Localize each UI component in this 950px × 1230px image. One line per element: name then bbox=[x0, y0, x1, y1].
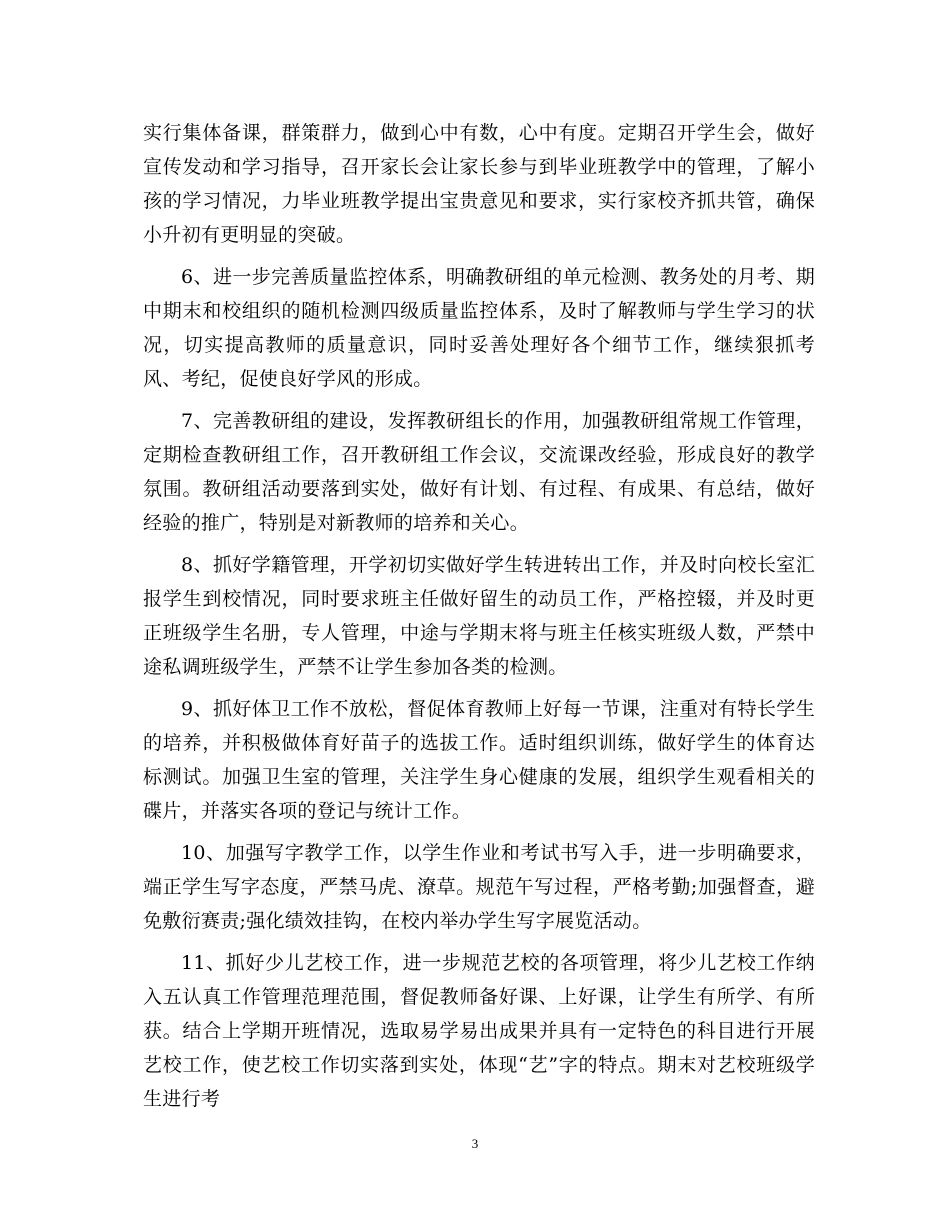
paragraph-4: 8、抓好学籍管理，开学初切实做好学生转进转出工作，并及时向校长室汇报学生到校情况，同时要求班主任做好留生的动员工作，严格控辍，并及时更正班级学生名册，专人管理，中途与学期末将与班主任核实班级人数，严禁中途私调班级学生，严禁不让学生参加各类的检测。 bbox=[143, 554, 815, 678]
paragraph-7: 11、抓好少儿艺校工作，进一步规范艺校的各项管理，将少儿艺校工作纳入五认真工作管理范理范围，督促教师备好课、上好课，让学生有所学、有所获。结合上学期开班情况，选取易学易出成果并具有一定特色的科目进行开展艺校工作，使艺校工作切实落到实处，体现“艺”字的特点。期末对艺校班级学生进行考 bbox=[143, 952, 815, 1110]
document-body bbox=[143, 116, 815, 1124]
paragraph-1: 实行集体备课，群策群力，做到心中有数，心中有度。定期召开学生会，做好宣传发动和学习指导，召开家长会让家长参与到毕业班教学中的管理，了解小孩的学习情况，力毕业班教学提出宝贵意见和要求，实行家校齐抓共管，确保小升初有更明显的突破。 bbox=[143, 122, 815, 246]
paragraph-3: 7、完善教研组的建设，发挥教研组长的作用，加强教研组常规工作管理，定期检查教研组工作，召开教研组工作会议，交流课改经验，形成良好的教学氛围。教研组活动要落到实处，做好有计划、有过程、有成果、有总结，做好经验的推广，特别是对新教师的培养和关心。 bbox=[143, 410, 815, 534]
paragraph-5: 9、抓好体卫工作不放松，督促体育教师上好每一节课，注重对有特长学生的培养，并积极做体育好苗子的选拔工作。适时组织训练，做好学生的体育达标测试。加强卫生室的管理，关注学生身心健康的发展，组织学生观看相关的碟片，并落实各项的登记与统计工作。 bbox=[143, 698, 815, 822]
paragraph-2: 6、进一步完善质量监控体系，明确教研组的单元检测、教务处的月考、期中期末和校组织的随机检测四级质量监控体系，及时了解教师与学生学习的状况，切实提高教师的质量意识，同时妥善处理好各个细节工作，继续狠抓考风、考纪，促使良好学风的形成。 bbox=[143, 266, 815, 390]
paragraph-6: 10、加强写字教学工作，以学生作业和考试书写入手，进一步明确要求，端正学生写字态度，严禁马虎、潦草。规范午写过程，严格考勤;加强督查，避免敷衍赛责;强化绩效挂钩，在校内举办学生写字展览活动。 bbox=[143, 842, 815, 932]
page-number: 3 bbox=[471, 1136, 479, 1151]
